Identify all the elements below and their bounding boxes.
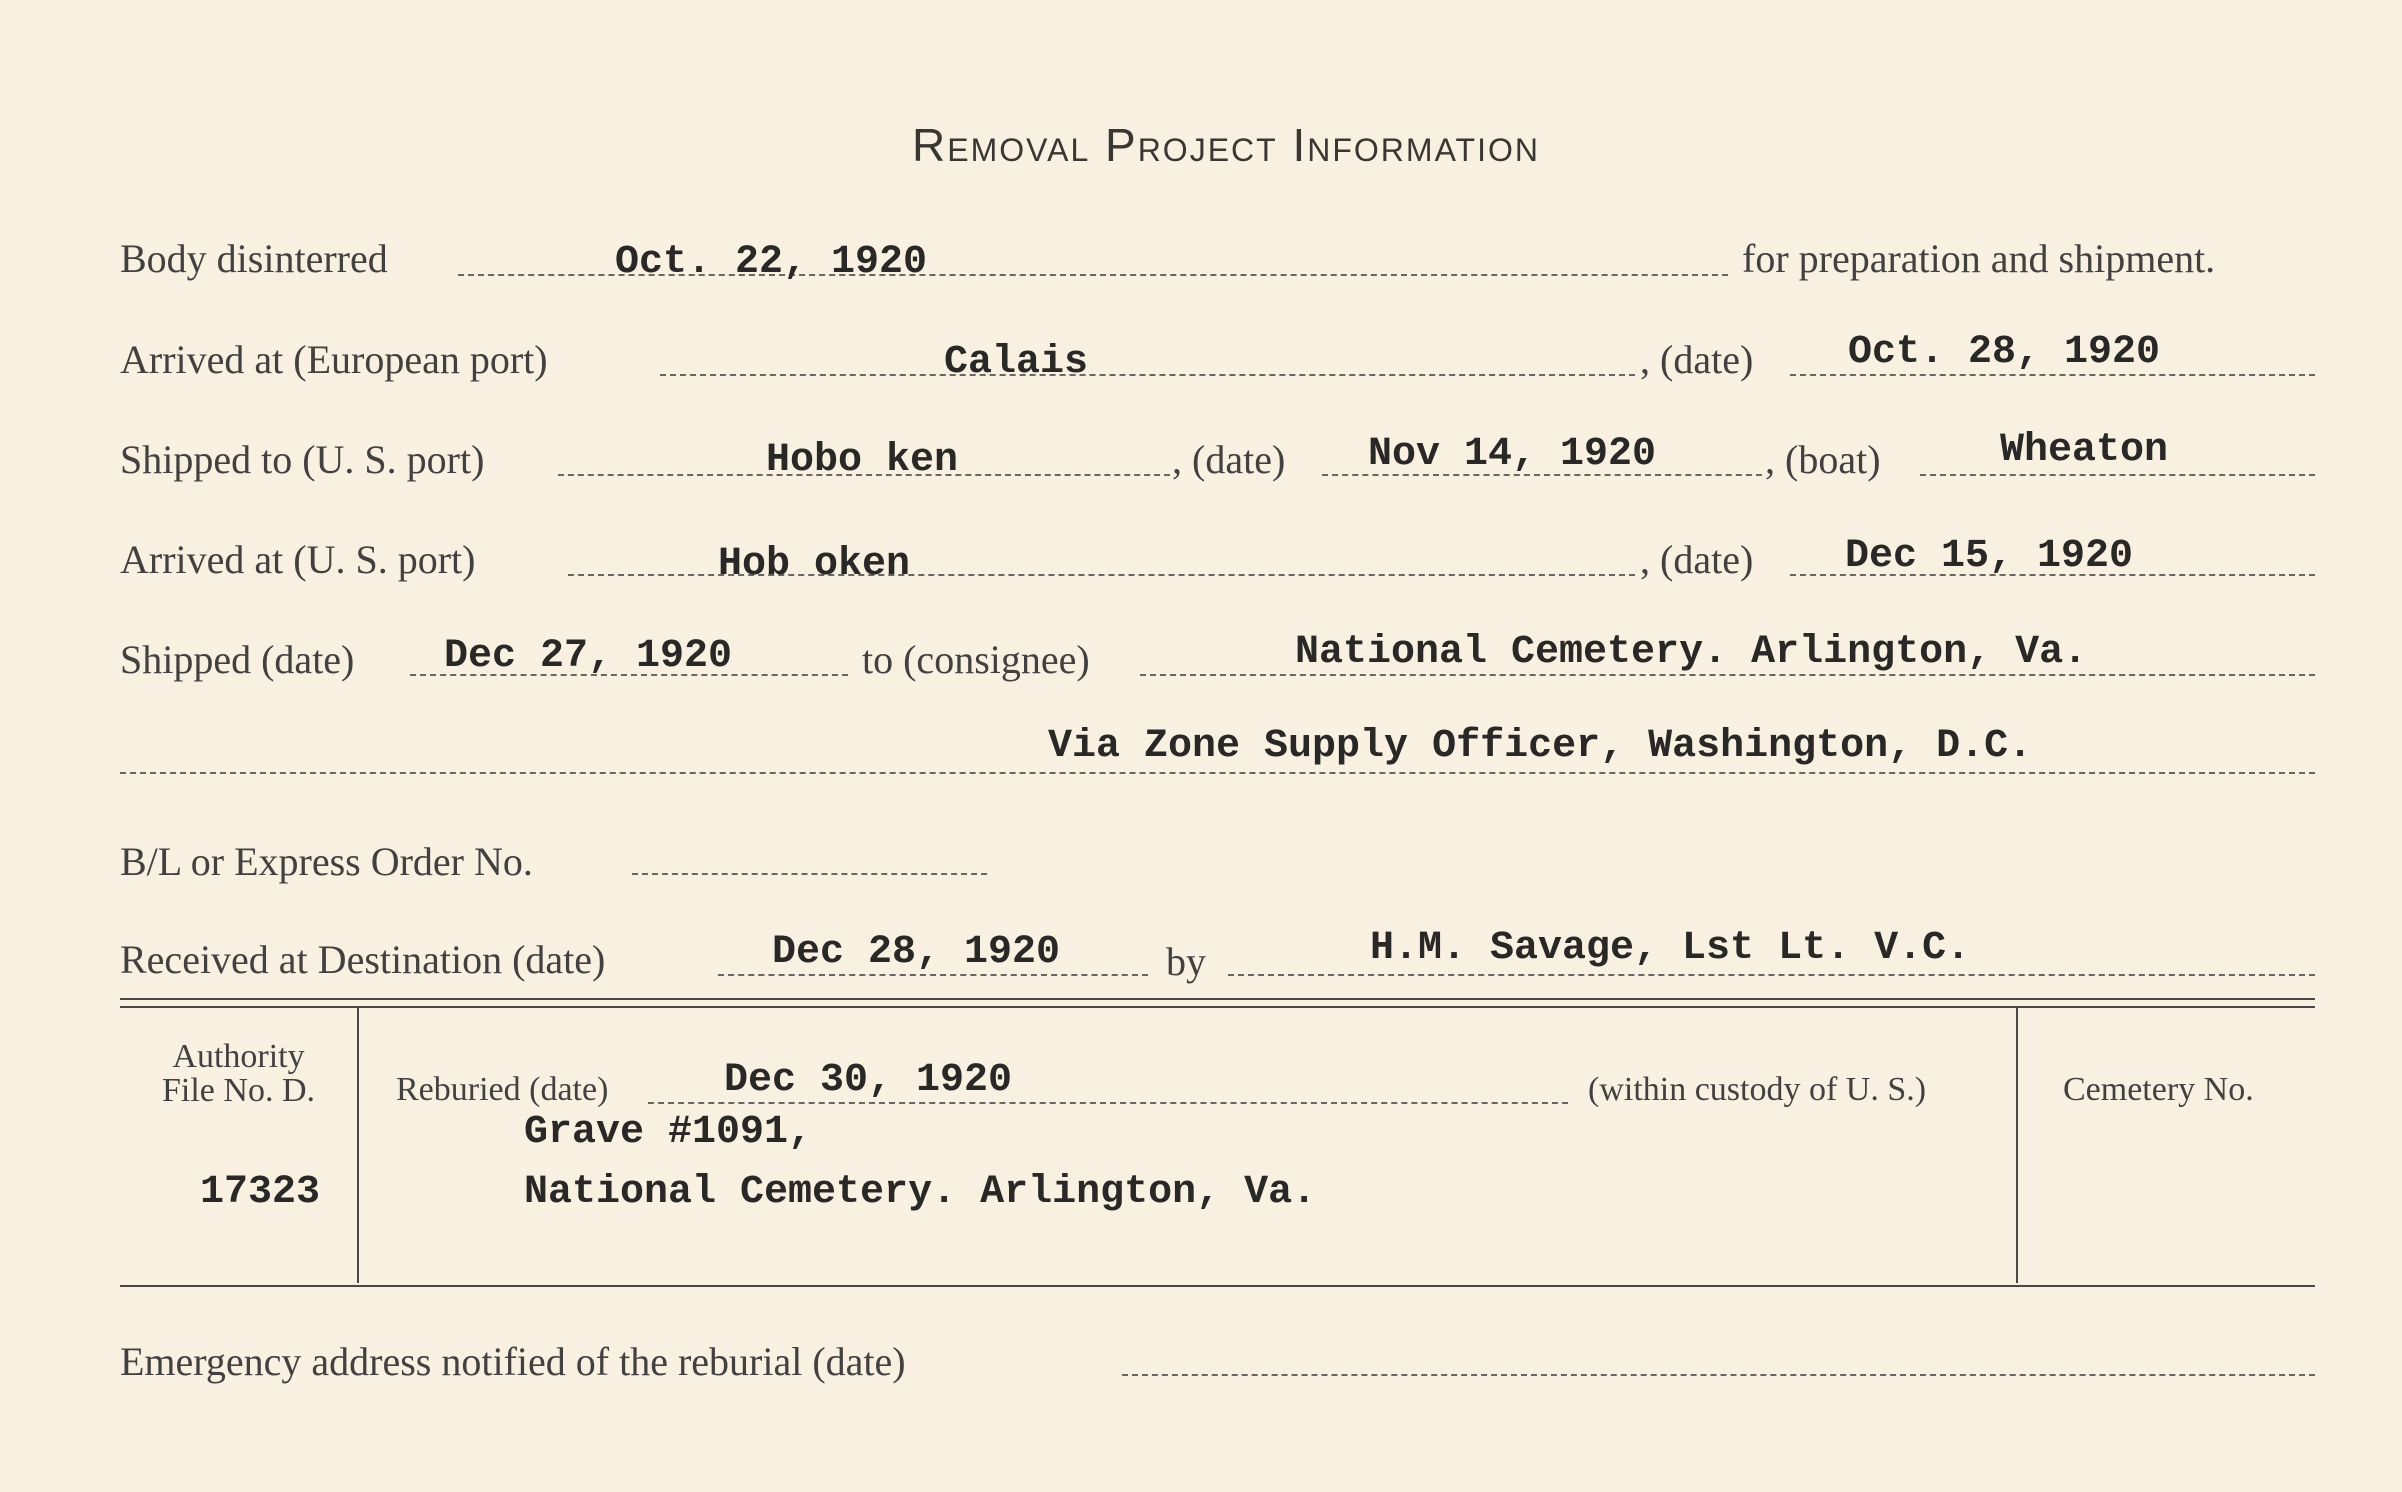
disinterred-suffix: for preparation and shipment. [1742,236,2216,281]
arrived-europe-date-label: , (date) [1640,337,1754,382]
bl-label: B/L or Express Order No. [120,839,533,884]
arrived-us-port: Hob oken [718,542,911,587]
received-label: Received at Destination (date) [120,937,606,982]
cemetery-no-label: Cemetery No. [2063,1071,2254,1108]
emergency-label: Emergency address notified of the reburial (date) [120,1339,906,1384]
box-bottom-rule [120,1285,2315,1287]
shipped-us-boat-line [1920,474,2315,476]
box-top-rule-2 [120,1006,2315,1008]
shipped-date: Dec 27, 1920 [444,634,733,679]
arrived-us-date: Dec 15, 1920 [1845,534,2134,579]
received-by-label: by [1166,939,1206,984]
authority-label-1: Authority [172,1038,305,1075]
custody-note: (within custody of U. S.) [1588,1071,1927,1108]
reburied-date: Dec 30, 1920 [724,1058,1013,1103]
consignee-value: National Cemetery. Arlington, Va. [1295,630,2088,675]
via-line [120,772,2315,774]
disinterred-label: Body disinterred [120,236,388,281]
arrived-europe-line [660,374,1635,376]
received-by-line [1228,974,2315,976]
arrived-europe-label: Arrived at (European port) [120,337,548,382]
box-divider-right [2016,1008,2018,1283]
arrived-europe-port: Calais [944,340,1089,385]
grave-number: Grave #1091, [524,1110,813,1155]
reburied-label: Reburied (date) [396,1071,609,1108]
bl-line [632,873,987,875]
shipped-us-label: Shipped to (U. S. port) [120,437,485,482]
received-by: H.M. Savage, Lst Lt. V.C. [1370,926,1971,971]
shipped-us-date: Nov 14, 1920 [1368,432,1657,477]
shipped-us-boat-label: , (boat) [1765,437,1881,482]
box-divider-left [357,1008,359,1283]
arrived-us-label: Arrived at (U. S. port) [120,537,476,582]
received-date: Dec 28, 1920 [772,930,1061,975]
arrived-europe-date: Oct. 28, 1920 [1848,330,2161,375]
authority-label-2: File No. D. [162,1072,315,1109]
arrived-us-date-label: , (date) [1640,537,1754,582]
consignee-label: to (consignee) [862,637,1090,682]
authority-file-no: 17323 [200,1170,321,1215]
shipped-us-port: Hobo ken [766,438,959,483]
shipped-us-boat: Wheaton [2000,428,2169,473]
shipped-label: Shipped (date) [120,637,355,682]
disinterred-value: Oct. 22, 1920 [615,240,928,285]
card-title: Removal Project Information [912,119,1540,171]
shipped-us-date-label: , (date) [1172,437,1286,482]
box-top-rule-1 [120,998,2315,1000]
reburial-location: National Cemetery. Arlington, Va. [524,1170,1317,1215]
via-value: Via Zone Supply Officer, Washington, D.C. [1048,724,2033,769]
emergency-line [1122,1374,2315,1376]
